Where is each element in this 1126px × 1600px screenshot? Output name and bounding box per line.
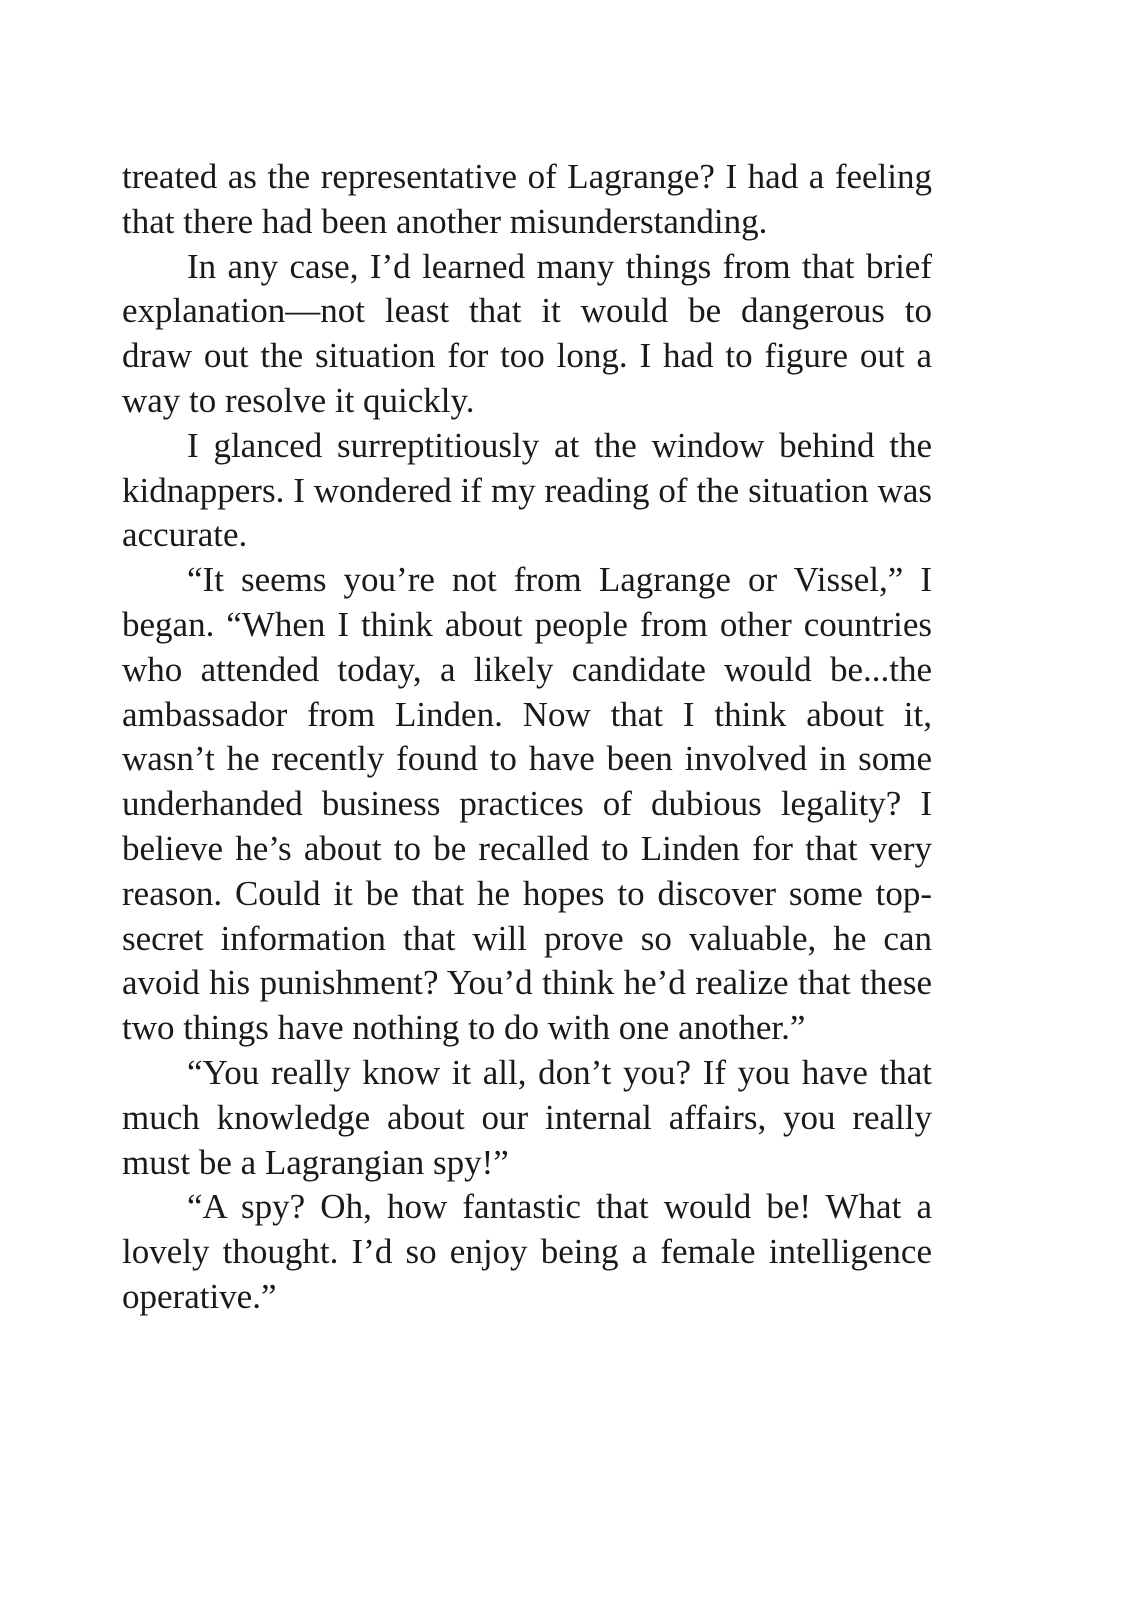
paragraph-1: treated as the representative of Lagrange? I had a feeling that there had been another misunderstanding. (122, 157, 932, 241)
paragraph-2: In any case, I’d learned many things from that brief explanation—not least that it would be dangerous to draw out the situation for too long. I had to figure out a way to resolve it quickly. (122, 246, 932, 420)
paragraph-5: “You really know it all, don’t you? If you have that much knowledge about our internal affairs, you really must be a Lagrangian spy!” (122, 1052, 932, 1182)
paragraph-4: “It seems you’re not from Lagrange or Vissel,” I began. “When I think about people from other countries who attended today, a likely candidate would be...the ambassador from Linden. Now that I think about it, wasn’t he recently found to have been involved in some underhanded business practices of dubious legality? I believe he’s about to be recalled to Linden for that very reason. Could it be that he hopes to discover some top-secret information that will prove so valuable, he can avoid his punishment? You’d think he’d realize that these two things have nothing to do with one another.” (122, 560, 932, 1048)
paragraph-6: “A spy? Oh, how fantastic that would be! What a lovely thought. I’d so enjoy being a female intelligence operative.” (122, 1187, 932, 1316)
paragraph-3: I glanced surreptitiously at the window behind the kidnappers. I wondered if my reading of the situation was accurate. (122, 425, 932, 555)
page-body (122, 155, 932, 1320)
